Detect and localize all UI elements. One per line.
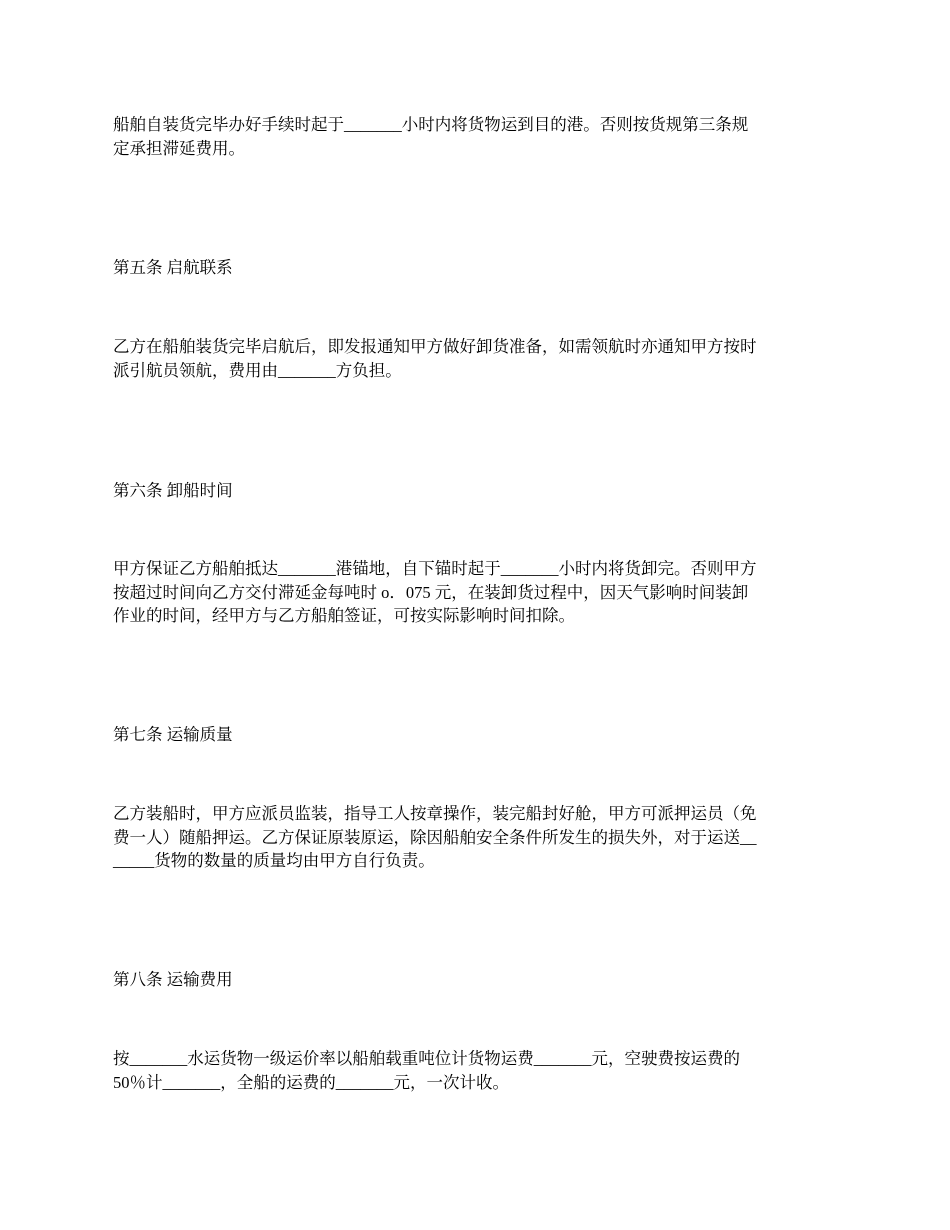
clause-5-heading: 第五条 启航联系: [113, 258, 233, 277]
paragraph-clause-8: [113, 1047, 843, 1094]
paragraph-line: 50％计_______，全船的运费的_______元，一次计收。: [113, 1072, 509, 1092]
paragraph-line: 按_______水运货物一级运价率以船舶载重吨位计货物运费_______元，空驶费按运费的: [113, 1049, 740, 1068]
clause-8-heading: 第八条 运输费用: [113, 970, 233, 989]
paragraph-clause-5: [113, 335, 843, 382]
paragraph-clause-6: [113, 557, 843, 628]
paragraph-line: 费一人）随船押运。乙方保证原装原运，除因船舶安全条件所发生的损失外，对于运送__: [113, 827, 757, 847]
paragraph-clause-4-continued: [113, 113, 843, 160]
paragraph-line: 按超过时间向乙方交付滞延金每吨时 o．075 元，在装卸货过程中，因天气影响时间装卸: [113, 582, 749, 602]
paragraph-line: _____货物的数量的质量均由甲方自行负责。: [113, 851, 435, 870]
paragraph-clause-7: [113, 802, 843, 873]
paragraph-line: 乙方在船舶装货完毕启航后，即发报通知甲方做好卸货准备，如需领航时亦通知甲方按时: [113, 337, 757, 356]
paragraph-line: 派引航员领航，费用由_______方负担。: [113, 360, 402, 380]
clause-7-heading: 第七条 运输质量: [113, 725, 233, 744]
paragraph-line: 作业的时间，经甲方与乙方船舶签证，可按实际影响时间扣除。: [113, 606, 575, 625]
clause-6-heading: 第六条 卸船时间: [113, 481, 233, 500]
paragraph-line: 船舶自装货完毕办好手续时起于_______小时内将货物运到目的港。否则按货规第三条规: [113, 115, 749, 134]
paragraph-line: 乙方装船时，甲方应派员监装，指导工人按章操作，装完船封好舱，甲方可派押运员（免: [113, 804, 757, 823]
paragraph-line: 定承担滞延费用。: [113, 138, 245, 158]
paragraph-line: 甲方保证乙方船舶抵达_______港锚地，自下锚时起于_______小时内将货卸完。否则甲方: [113, 559, 757, 578]
